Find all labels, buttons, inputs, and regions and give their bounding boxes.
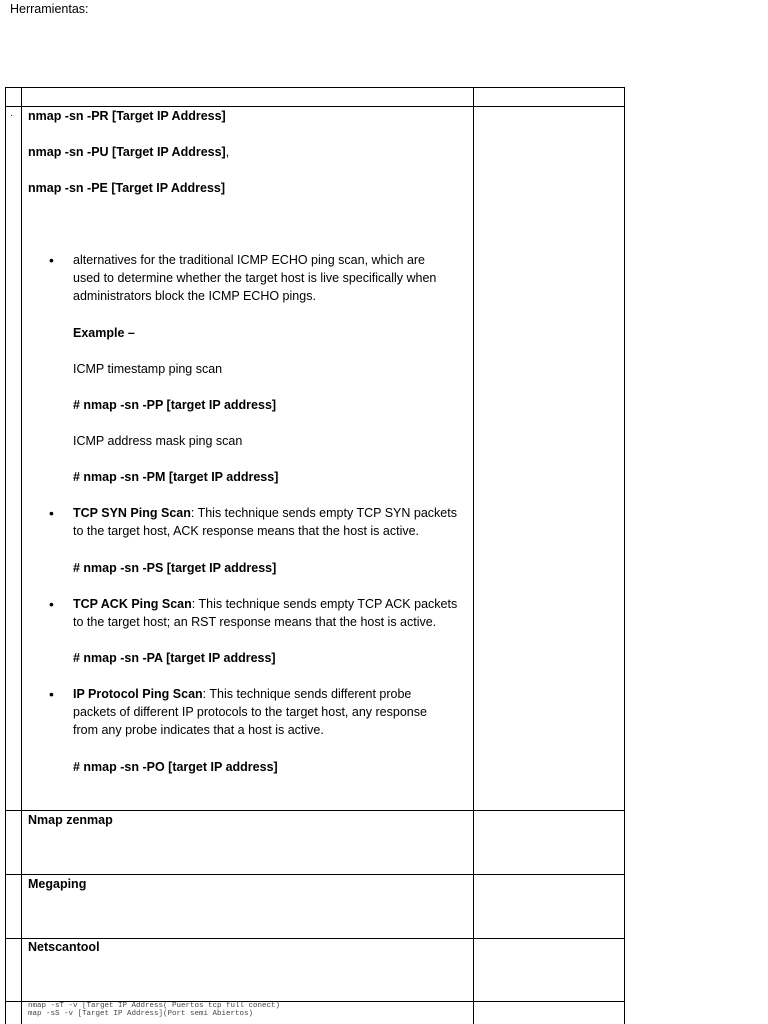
row-marker: · — [10, 110, 14, 121]
page-heading: Herramientas: — [10, 2, 89, 16]
row-divider — [6, 874, 624, 875]
bullet-tcp-syn-text — [73, 504, 457, 540]
text-line: administrators block the ICMP ECHO pings. — [73, 289, 316, 303]
column-divider — [473, 88, 474, 1024]
command-arp-ping: nmap -sn -PR [Target IP Address] — [28, 109, 226, 123]
tcp-syn-desc: : This technique sends empty TCP SYN packets — [190, 506, 457, 520]
tool-megaping: Megaping — [28, 877, 87, 891]
text-line: from any probe indicates that a host is active. — [73, 723, 324, 737]
text-line: packets of different IP protocols to the target host, any response — [73, 705, 427, 719]
mask-ping-label: ICMP address mask ping scan — [73, 434, 243, 448]
bullet-dot: • — [49, 252, 54, 268]
tools-table — [5, 87, 625, 1024]
text-line: to the target host, ACK response means that the host is active. — [73, 524, 420, 538]
bullet-dot: • — [49, 686, 54, 702]
footer-command-line: map -sS -v [Target IP Address](Port semi Abiertos) — [28, 1010, 254, 1018]
ip-protocol-command: # nmap -sn -PO [target IP address] — [73, 760, 278, 774]
text-line: alternatives for the traditional ICMP ECHO ping scan, which are — [73, 253, 426, 267]
tcp-syn-command: # nmap -sn -PS [target IP address] — [73, 561, 277, 575]
tcp-ack-title: TCP ACK Ping Scan — [73, 597, 192, 611]
footer-command-line: nmap -sT -v [Target IP Address( Puertos tcp full conect) — [28, 1002, 281, 1010]
example-label: Example – — [73, 326, 135, 340]
command-udp-ping-suffix: , — [225, 145, 230, 159]
text-line — [73, 685, 427, 703]
tcp-ack-command: # nmap -sn -PA [target IP address] — [73, 651, 276, 665]
timestamp-ping-command: # nmap -sn -PP [target IP address] — [73, 398, 277, 412]
bullet-ip-protocol-text — [73, 685, 427, 739]
command-udp-ping: nmap -sn -PU [Target IP Address] — [28, 145, 226, 159]
tool-nmap-zenmap: Nmap zenmap — [28, 813, 113, 827]
tcp-syn-title: TCP SYN Ping Scan — [73, 506, 191, 520]
command-icmp-echo-ping: nmap -sn -PE [Target IP Address] — [28, 181, 226, 195]
command-udp-ping-line — [28, 143, 229, 161]
bullet-alternatives-text — [73, 251, 436, 305]
column-divider — [21, 88, 22, 1024]
timestamp-ping-label: ICMP timestamp ping scan — [73, 362, 223, 376]
mask-ping-command: # nmap -sn -PM [target IP address] — [73, 470, 279, 484]
ip-protocol-title: IP Protocol Ping Scan — [73, 687, 203, 701]
text-line — [73, 595, 457, 613]
tcp-ack-desc: : This technique sends empty TCP ACK packets — [191, 597, 458, 611]
text-line: to the target host; an RST response means that the host is active. — [73, 615, 437, 629]
bullet-dot: • — [49, 505, 54, 521]
ip-protocol-desc: : This technique sends different probe — [202, 687, 412, 701]
bullet-dot: • — [49, 596, 54, 612]
bullet-tcp-ack-text — [73, 595, 457, 631]
text-line — [73, 504, 457, 522]
text-line: used to determine whether the target host is live specifically when — [73, 271, 437, 285]
tool-netscantool: Netscantool — [28, 940, 100, 954]
